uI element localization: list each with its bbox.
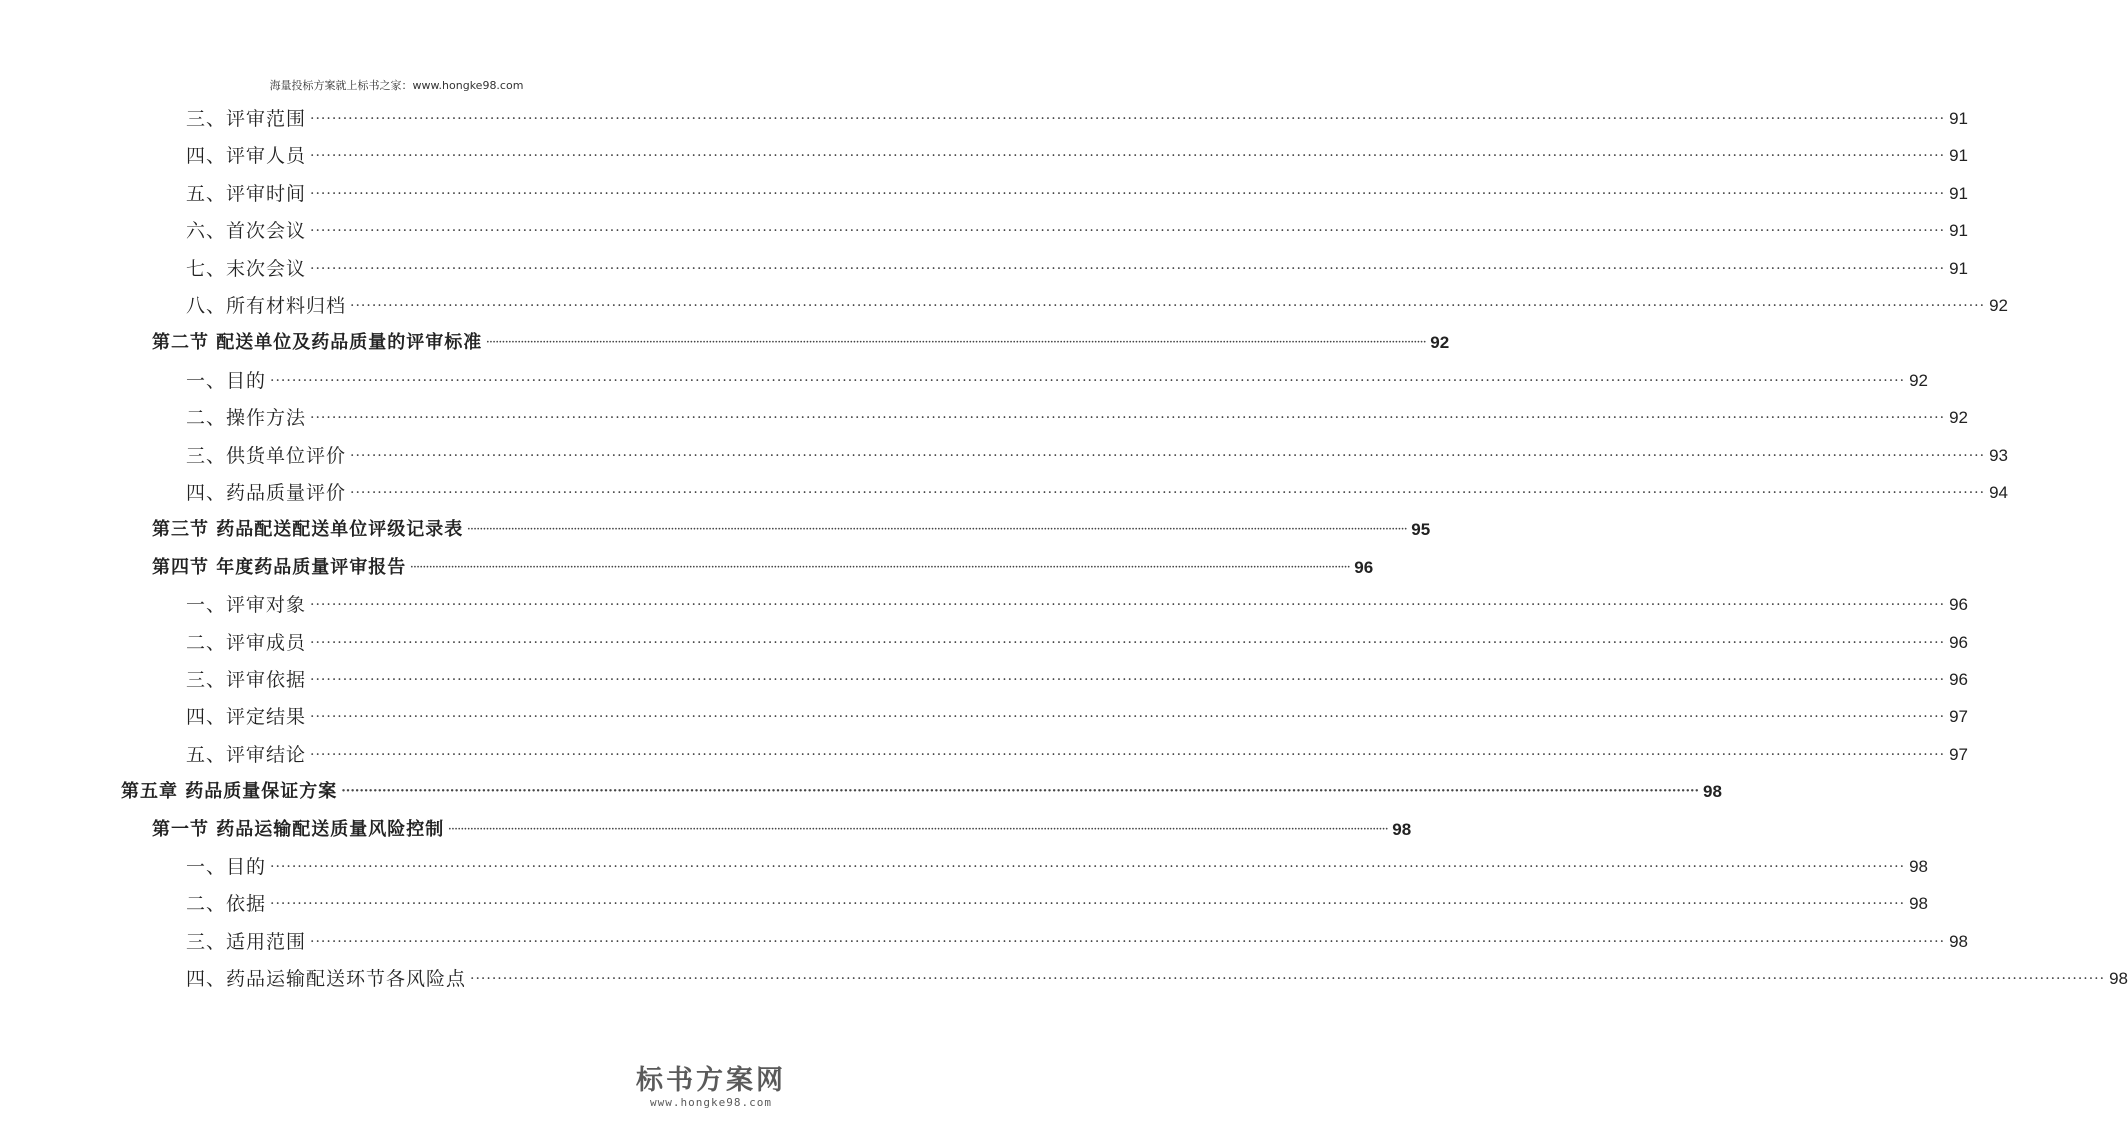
- toc-entry-label: 二、评审成员: [186, 631, 307, 654]
- toc-leader-dots: ············································································································································································································································································································: [470, 971, 2106, 988]
- toc-leader-dots: ············································································································································································································································································································: [310, 111, 1946, 127]
- toc-entry[interactable]: [152, 550, 1374, 586]
- toc-entry-label: 三、适用范围: [186, 930, 307, 953]
- toc-entry-page: 92: [1909, 370, 1928, 390]
- toc-entry[interactable]: [152, 512, 1431, 548]
- toc-entry-label: 七、末次会议: [186, 257, 307, 280]
- toc-leader-dots: ············································································································································································································································································································: [350, 298, 1986, 314]
- toc-entry-page: 95: [1411, 520, 1431, 540]
- toc-leader-dots: ············································································································································································································································································································: [341, 784, 1700, 800]
- toc-entry-label: 四、药品运输配送环节各风险点: [186, 968, 467, 991]
- toc-entry-page: 96: [1354, 557, 1374, 577]
- toc-leader-dots: ············································································································································································································································································································: [410, 562, 1351, 573]
- site-watermark: [636, 1058, 786, 1116]
- toc-entry-label: 一、目的: [186, 369, 267, 392]
- toc-leader-dots: ············································································································································································································································································································: [486, 338, 1427, 349]
- toc-entry-page: 94: [1989, 483, 2008, 502]
- toc-entry-page: 96: [1949, 632, 1968, 652]
- toc-entry-page: 92: [1430, 333, 1450, 353]
- toc-leader-dots: ············································································································································································································································································································: [270, 859, 1906, 875]
- toc-entry-label: 第三节 药品配送配送单位评级记录表: [152, 519, 464, 541]
- toc-leader-dots: ············································································································································································································································································································: [310, 746, 1946, 763]
- toc-entry-page: 91: [1949, 221, 1968, 241]
- toc-entry[interactable]: [186, 251, 1968, 287]
- toc-leader-dots: ············································································································································································································································································································: [350, 447, 1986, 464]
- toc-entry-page: 98: [2109, 969, 2128, 989]
- toc-leader-dots: ············································································································································································································································································································: [310, 634, 1946, 651]
- toc-entry-label: 第四节 年度药品质量评审报告: [152, 556, 407, 578]
- toc-entry[interactable]: [186, 699, 1968, 735]
- toc-entry[interactable]: [186, 213, 1968, 249]
- toc-entry[interactable]: [186, 625, 1968, 661]
- toc-entry-page: 98: [1703, 782, 1722, 802]
- toc-leader-dots: ············································································································································································································································································································: [310, 672, 1946, 688]
- toc-leader-dots: ············································································································································································································································································································: [310, 185, 1946, 202]
- toc-entry[interactable]: [186, 662, 1968, 698]
- toc-entry-page: 98: [1909, 857, 1928, 876]
- toc-entry[interactable]: [186, 961, 2128, 997]
- toc-entry-label: 五、评审结论: [186, 743, 307, 766]
- page-header: 海量投标方案就上标书之家：www.hongke98.com: [269, 79, 524, 92]
- toc-entry-label: 二、依据: [186, 893, 267, 916]
- toc-entry-label: 二、操作方法: [186, 407, 307, 430]
- toc-entry-page: 98: [1949, 931, 1968, 951]
- toc-entry[interactable]: [152, 812, 1412, 848]
- toc-entry-page: 98: [1392, 819, 1412, 839]
- toc-entry-page: 97: [1949, 744, 1968, 764]
- toc-entry-label: 一、评审对象: [186, 594, 307, 617]
- toc-entry[interactable]: [186, 400, 1968, 436]
- toc-leader-dots: ············································································································································································································································································································: [270, 372, 1906, 389]
- toc-entry[interactable]: [186, 438, 2008, 474]
- toc-entry[interactable]: [186, 101, 1968, 137]
- toc-entry[interactable]: [186, 475, 2008, 511]
- toc-leader-dots: ············································································································································································································································································································: [310, 709, 1946, 726]
- toc-entry[interactable]: [186, 363, 1928, 399]
- toc-entry-label: 八、所有材料归档: [186, 295, 347, 317]
- toc-entry-label: 三、供货单位评价: [186, 444, 347, 467]
- toc-entry-page: 91: [1949, 183, 1968, 203]
- toc-entry-page: 93: [1989, 445, 2008, 465]
- toc-leader-dots: ············································································································································································································································································································: [310, 933, 1946, 950]
- toc-leader-dots: ············································································································································································································································································································: [310, 260, 1946, 277]
- watermark-title: 标书方案网: [636, 1065, 786, 1096]
- toc-entry[interactable]: [186, 587, 1968, 623]
- toc-entry[interactable]: [186, 737, 1968, 773]
- toc-entry-label: 第五章 药品质量保证方案: [121, 781, 338, 803]
- toc-entry-label: 四、评审人员: [186, 145, 307, 168]
- toc-entry-page: 97: [1949, 707, 1968, 727]
- toc-entry-label: 第一节 药品运输配送质量风险控制: [152, 818, 445, 840]
- toc-entry-page: 96: [1949, 595, 1968, 615]
- toc-entry-page: 92: [1949, 408, 1968, 428]
- toc-entry-label: 五、评审时间: [186, 182, 307, 205]
- toc-entry[interactable]: [186, 886, 1928, 922]
- toc-entry-label: 四、评定结果: [186, 706, 307, 729]
- toc-entry[interactable]: [186, 138, 1968, 174]
- toc-entry[interactable]: [186, 924, 1968, 960]
- toc-leader-dots: ············································································································································································································································································································: [310, 223, 1946, 240]
- toc-entry[interactable]: [152, 325, 1450, 361]
- toc-entry[interactable]: [186, 288, 2008, 324]
- toc-leader-dots: ············································································································································································································································································································: [448, 824, 1389, 835]
- toc-leader-dots: ············································································································································································································································································································: [350, 485, 1986, 501]
- toc-entry-label: 四、药品质量评价: [186, 482, 347, 504]
- toc-entry[interactable]: [186, 176, 1968, 212]
- toc-entry-label: 三、评审依据: [186, 669, 307, 691]
- toc-entry-page: 96: [1949, 670, 1968, 689]
- toc-entry-label: 三、评审范围: [186, 108, 307, 130]
- watermark-url: www.hongke98.com: [650, 1096, 772, 1109]
- toc-entry[interactable]: [186, 849, 1928, 885]
- toc-leader-dots: ············································································································································································································································································································: [270, 896, 1906, 913]
- toc-leader-dots: ············································································································································································································································································································: [310, 410, 1946, 427]
- toc-entry-label: 六、首次会议: [186, 220, 307, 243]
- toc-entry-label: 第二节 配送单位及药品质量的评审标准: [152, 332, 483, 354]
- toc-entry-page: 98: [1909, 894, 1928, 914]
- toc-entry-page: 91: [1949, 258, 1968, 278]
- toc-entry-label: 一、目的: [186, 856, 267, 878]
- toc-entry-page: 91: [1949, 109, 1968, 128]
- toc-leader-dots: ············································································································································································································································································································: [310, 148, 1946, 165]
- toc-entry-page: 91: [1949, 146, 1968, 166]
- toc-entry-page: 92: [1989, 296, 2008, 315]
- toc-entry[interactable]: [121, 774, 1722, 810]
- toc-leader-dots: ············································································································································································································································································································: [310, 597, 1946, 614]
- toc-leader-dots: ············································································································································································································································································································: [467, 525, 1408, 536]
